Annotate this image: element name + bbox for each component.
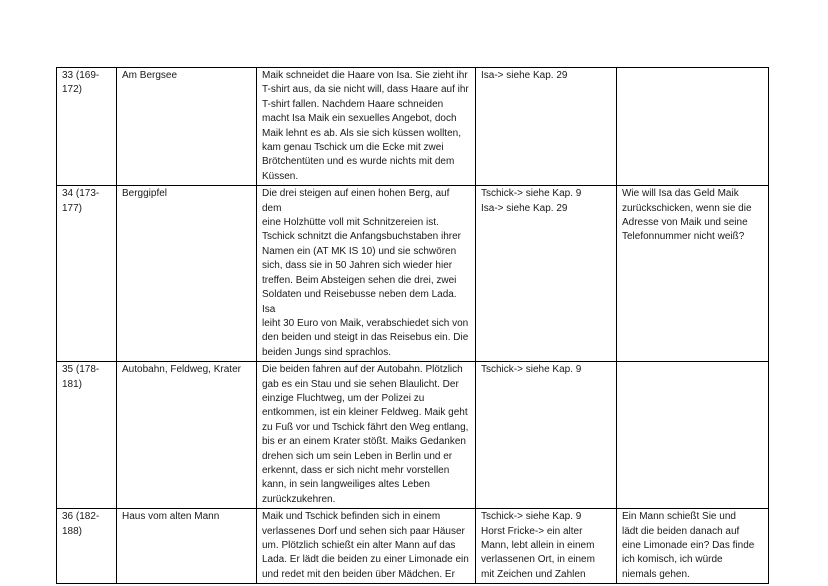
place-cell: Haus vom alten Mann	[117, 509, 257, 584]
notes-cell: Ein Mann schießt Sie und lädt die beiden danach auf eine Limonade ein? Das finde ich komisch, ich würde niemals gehen.	[617, 509, 769, 584]
chapter-summary-table	[56, 67, 769, 584]
summary-cell: Maik und Tschick befinden sich in einem verlassenes Dorf und sehen sich paar Häuser um. Plötzlich schießt ein alter Mann auf das Lada. Er lädt die beiden zu einer Limonade ein und redet mit den beiden über Mädchen. Er	[257, 509, 476, 584]
table-row	[57, 186, 769, 362]
chapter-cell: 33 (169- 172)	[57, 68, 117, 186]
characters-cell: Tschick-> siehe Kap. 9 Horst Fricke-> ein alter Mann, lebt allein in einem verlassenen Ort, in einem mit Zeichen und Zahlen	[476, 509, 617, 584]
notes-cell: Wie will Isa das Geld Maik zurückschicken, wenn sie die Adresse von Maik und seine Telefonnummer nicht weiß?	[617, 186, 769, 362]
summary-cell: Maik schneidet die Haare von Isa. Sie zieht ihr T-shirt aus, da sie nicht will, dass Haare auf ihr T-shirt fallen. Nachdem Haare schneiden macht Isa Maik ein sexuelles Angebot, doch Maik lehnt es ab. Als sie sich küssen wollten, kam genau Tschick um die Ecke mit zwei Brötchentüten und es wurde nichts mit dem Küssen.	[257, 68, 476, 186]
characters-cell: Tschick-> siehe Kap. 9	[476, 362, 617, 509]
characters-cell: Isa-> siehe Kap. 29	[476, 68, 617, 186]
characters-cell: Tschick-> siehe Kap. 9 Isa-> siehe Kap. 29	[476, 186, 617, 362]
place-cell: Am Bergsee	[117, 68, 257, 186]
table-row	[57, 509, 769, 584]
notes-cell	[617, 362, 769, 509]
notes-cell	[617, 68, 769, 186]
summary-cell: Die drei steigen auf einen hohen Berg, auf dem eine Holzhütte voll mit Schnitzereien ist. Tschick schnitzt die Anfangsbuchstaben ihrer Namen ein (AT MK IS 10) und sie schwören sich, dass sie in 50 Jahren sich wieder hier treffen. Beim Absteigen sehen die drei, zwei Soldaten und Reisebusse neben dem Lada. Isa leiht 30 Euro von Maik, verabschiedet sich von den beiden und steigt in das Reisebus ein. Die beiden Jungs sind sprachlos.	[257, 186, 476, 362]
table-row	[57, 68, 769, 186]
place-cell: Berggipfel	[117, 186, 257, 362]
table-row	[57, 362, 769, 509]
chapter-cell: 35 (178- 181)	[57, 362, 117, 509]
chapter-cell: 36 (182- 188)	[57, 509, 117, 584]
chapter-cell: 34 (173- 177)	[57, 186, 117, 362]
place-cell: Autobahn, Feldweg, Krater	[117, 362, 257, 509]
summary-cell: Die beiden fahren auf der Autobahn. Plötzlich gab es ein Stau und sie sehen Blaulicht. Der einzige Fluchtweg, um der Polizei zu entkommen, ist ein kleiner Feldweg. Maik geht zu Fuß vor und Tschick fährt den Weg entlang, bis er an einem Krater stößt. Maiks Gedanken drehen sich um sein Leben in Berlin und er erkennt, dass er sich nicht mehr vorstellen kann, in sein langweiliges altes Leben zurückzukehren.	[257, 362, 476, 509]
